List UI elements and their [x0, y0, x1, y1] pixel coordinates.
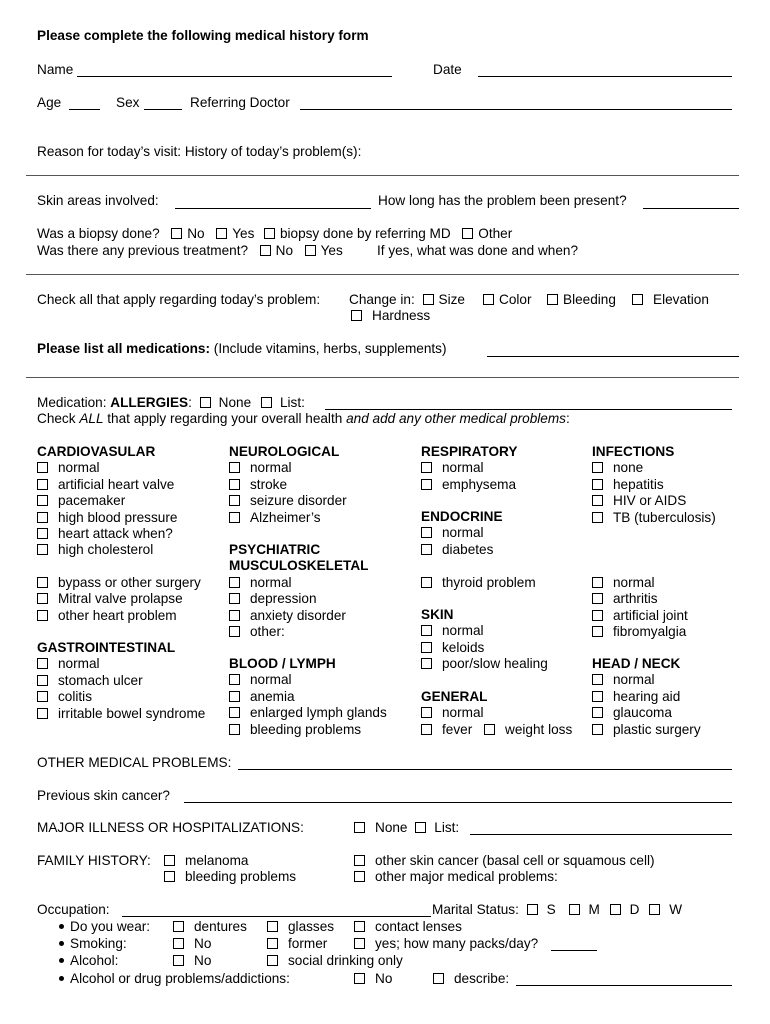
section-title: SKIN — [421, 607, 454, 622]
checklist-checkbox[interactable] — [37, 577, 48, 588]
checklist-label: HIV or AIDS — [613, 493, 687, 509]
describe-option: describe: — [433, 971, 509, 987]
section-title: GASTROINTESTINAL — [37, 640, 176, 655]
weight-loss-label: weight loss — [505, 722, 573, 737]
date-label: Date — [433, 62, 462, 77]
checklist-item — [592, 477, 664, 493]
describe-checkbox[interactable] — [433, 973, 444, 984]
checklist-item — [37, 673, 143, 689]
checklist-label: glaucoma — [613, 705, 672, 721]
form-title: Please complete the following medical history form — [37, 28, 369, 43]
medications-label-note: (Include vitamins, herbs, supplements) — [210, 341, 447, 356]
checklist-checkbox[interactable] — [37, 495, 48, 506]
checklist-checkbox[interactable] — [229, 674, 240, 685]
addiction-no-checkbox[interactable] — [354, 973, 365, 984]
checklist-label: irritable bowel syndrome — [58, 705, 206, 721]
major-illness-list-checkbox[interactable] — [415, 822, 426, 833]
checklist-checkbox[interactable] — [592, 462, 603, 473]
checklist-label: normal — [58, 656, 100, 672]
major-illness-none-checkbox[interactable] — [354, 822, 365, 833]
checklist-checkbox[interactable] — [37, 675, 48, 686]
checklist-label: Alzheimer’s — [250, 509, 321, 525]
marital-s-label: S — [546, 902, 556, 917]
biopsy-no-checkbox[interactable] — [171, 228, 182, 239]
checklist-item — [229, 575, 292, 591]
checklist-checkbox[interactable] — [592, 691, 603, 702]
checklist-label: normal — [442, 705, 484, 721]
checklist-item — [229, 608, 346, 624]
checklist-item — [229, 493, 347, 509]
checklist-label: arthritis — [613, 591, 658, 607]
other-medical-label: OTHER MEDICAL PROBLEMS: — [37, 755, 232, 770]
hardness-option — [351, 308, 430, 324]
medication-label: Medication: — [37, 395, 107, 410]
section-title: MUSCULOSKELETAL — [229, 558, 369, 574]
age-field[interactable] — [69, 109, 100, 110]
checklist-item — [229, 672, 292, 688]
checklist-label: diabetes — [442, 541, 494, 557]
contact-lenses-option: contact lenses — [354, 919, 462, 935]
checklist-label: plastic surgery — [613, 721, 701, 737]
bullet-icon — [59, 958, 64, 963]
section-title: CARDIOVASULAR — [37, 444, 156, 459]
marital-s-checkbox[interactable] — [527, 904, 538, 915]
checklist-item — [421, 477, 516, 493]
color-checkbox[interactable] — [483, 294, 494, 305]
dentures-checkbox[interactable] — [173, 921, 184, 932]
checklist-checkbox[interactable] — [37, 544, 48, 555]
smoking-former-checkbox[interactable] — [267, 938, 278, 949]
checklist-label: normal — [613, 672, 655, 688]
check-overall-label: Check ALL that apply regarding your overall health and add any other medical problems: — [37, 411, 570, 426]
checklist-label: other: — [250, 624, 285, 639]
social-drinking-checkbox[interactable] — [267, 955, 278, 966]
other-major-label: other major medical problems: — [375, 869, 558, 884]
medications-label-bold: Please list all medications: — [37, 341, 211, 356]
bleeding-checkbox[interactable] — [547, 294, 558, 305]
checklist-checkbox[interactable] — [421, 527, 432, 538]
bleeding-option — [547, 292, 616, 308]
checklist-label: heart attack when? — [58, 526, 173, 541]
checklist-label: normal — [250, 574, 292, 590]
checklist-label: stroke — [250, 476, 288, 492]
color-option — [483, 292, 531, 308]
checklist-item — [592, 705, 672, 721]
checklist-item — [421, 623, 484, 639]
name-label: Name — [37, 62, 74, 77]
checklist-checkbox[interactable] — [592, 610, 603, 621]
smoking-yes-checkbox[interactable] — [354, 938, 365, 949]
checklist-label: fibromyalgia — [613, 624, 687, 640]
checklist-item — [37, 460, 100, 476]
medications-field[interactable] — [487, 356, 739, 357]
checklist-label: enlarged lymph glands — [250, 705, 387, 721]
checklist-checkbox[interactable] — [592, 626, 603, 637]
checklist-item — [421, 656, 548, 672]
alcohol-label: Alcohol: — [59, 953, 118, 969]
checklist-checkbox[interactable] — [421, 577, 432, 588]
alcohol-no-option: No — [173, 953, 211, 969]
allergies-row: Medication: ALLERGIES: None List: — [37, 395, 305, 410]
smoking-yes-option: yes; how many packs/day? — [354, 936, 538, 952]
checklist-label: poor/slow healing — [442, 656, 548, 672]
checklist-checkbox[interactable] — [37, 593, 48, 604]
section-title: BLOOD / LYMPH — [229, 656, 336, 671]
hardness-checkbox[interactable] — [351, 310, 362, 321]
allergies-none-label: None — [218, 395, 252, 410]
glasses-option: glasses — [267, 919, 334, 935]
checklist-label: TB (tuberculosis) — [613, 509, 716, 525]
checklist-label: bypass or other surgery — [58, 575, 201, 590]
major-illness-options — [354, 820, 459, 836]
checklist-item — [229, 510, 321, 526]
checklist-checkbox[interactable] — [37, 610, 48, 621]
checklist-label: artificial joint — [613, 607, 688, 623]
other-skin-cancer-option — [354, 853, 655, 869]
checklist-label: normal — [613, 575, 655, 590]
section-title: ENDOCRINE — [421, 509, 503, 524]
checklist-checkbox[interactable] — [37, 512, 48, 523]
treatment-yes-checkbox[interactable] — [305, 245, 316, 256]
checklist-label: none — [613, 460, 644, 476]
biopsy-yes-checkbox[interactable] — [216, 228, 227, 239]
marital-w-label: W — [669, 902, 683, 917]
treatment-row — [37, 243, 343, 259]
family-bleeding-option — [164, 869, 296, 885]
checklist-checkbox[interactable] — [37, 691, 48, 702]
checklist-checkbox[interactable] — [229, 462, 240, 473]
marital-label: Marital Status: — [432, 902, 519, 917]
checklist-item — [592, 608, 688, 624]
checklist-checkbox[interactable] — [229, 495, 240, 506]
occupation-label: Occupation: — [37, 902, 110, 917]
how-long-field[interactable] — [643, 208, 739, 209]
marital-row — [432, 902, 682, 918]
biopsy-referring-label: biopsy done by referring MD — [279, 226, 451, 241]
checklist-label: fever — [442, 721, 473, 737]
section-title: PSYCHIATRIC — [229, 542, 321, 557]
prev-skin-cancer-label: Previous skin cancer? — [37, 788, 170, 803]
checklist-item — [37, 510, 177, 526]
checklist-item — [421, 705, 484, 721]
checklist-item — [592, 624, 686, 640]
family-bleeding-label: bleeding problems — [185, 869, 297, 884]
date-field[interactable] — [478, 76, 732, 77]
treatment-question: Was there any previous treatment? — [37, 243, 249, 258]
checklist-item — [421, 575, 536, 591]
allergies-label: ALLERGIES — [110, 395, 189, 410]
color-label: Color — [499, 292, 532, 307]
divider — [26, 175, 739, 176]
checklist-checkbox[interactable] — [229, 707, 240, 718]
checklist-label: hearing aid — [613, 688, 681, 704]
divider — [26, 377, 739, 378]
checklist-checkbox[interactable] — [37, 462, 48, 473]
checklist-label: normal — [442, 525, 484, 541]
other-major-checkbox[interactable] — [354, 871, 365, 882]
checklist-checkbox[interactable] — [229, 626, 240, 637]
checklist-checkbox[interactable] — [421, 625, 432, 636]
checklist-item — [592, 510, 716, 526]
checklist-checkbox[interactable] — [421, 707, 432, 718]
major-illness-field[interactable] — [470, 834, 732, 835]
weight-loss-option — [484, 722, 572, 738]
checklist-item — [592, 722, 701, 738]
checklist-item — [37, 656, 100, 672]
smoking-no-checkbox[interactable] — [173, 938, 184, 949]
checklist-item — [421, 460, 484, 476]
checklist-item — [592, 460, 643, 476]
size-checkbox[interactable] — [423, 294, 434, 305]
checklist-checkbox[interactable] — [421, 642, 432, 653]
section-title: NEUROLOGICAL — [229, 444, 340, 459]
prev-skin-cancer-field[interactable] — [184, 802, 732, 803]
wear-label: Do you wear: — [59, 919, 150, 935]
major-illness-label: MAJOR ILLNESS OR HOSPITALIZATIONS: — [37, 820, 304, 835]
checklist-item — [229, 460, 292, 476]
bleeding-label: Bleeding — [563, 292, 616, 307]
describe-field[interactable] — [516, 985, 732, 986]
biopsy-no-label: No — [187, 226, 205, 241]
checklist-checkbox[interactable] — [37, 528, 48, 539]
checklist-label: anemia — [250, 688, 295, 704]
social-drinking-option: social drinking only — [267, 953, 403, 969]
packs-field[interactable] — [551, 950, 597, 951]
referring-doctor-label: Referring Doctor — [190, 95, 290, 110]
alcohol-drug-label: Alcohol or drug problems/addictions: — [59, 971, 290, 987]
allergies-list-field[interactable] — [325, 409, 732, 410]
checklist-label: anxiety disorder — [250, 607, 346, 623]
checklist-checkbox[interactable] — [421, 658, 432, 669]
checklist-item — [592, 575, 655, 591]
biopsy-yes-label: Yes — [232, 226, 255, 241]
divider — [26, 274, 739, 275]
allergies-list-label: List: — [279, 395, 305, 410]
melanoma-checkbox[interactable] — [164, 855, 175, 866]
checklist-item — [592, 672, 655, 688]
checklist-label: normal — [442, 460, 484, 476]
checklist-label: other heart problem — [58, 607, 177, 623]
change-in-row — [349, 292, 465, 308]
checklist-checkbox[interactable] — [229, 512, 240, 523]
checklist-checkbox[interactable] — [37, 658, 48, 669]
checklist-checkbox[interactable] — [592, 593, 603, 604]
marital-d-label: D — [629, 902, 640, 917]
checklist-label: thyroid problem — [442, 575, 536, 590]
checklist-checkbox[interactable] — [592, 724, 603, 735]
checklist-item — [229, 477, 287, 493]
name-field[interactable] — [77, 76, 392, 77]
biopsy-referring-checkbox[interactable] — [264, 228, 275, 239]
section-title: GENERAL — [421, 689, 488, 704]
dentures-option: dentures — [173, 919, 247, 935]
checklist-item — [229, 591, 317, 607]
checklist-checkbox[interactable] — [37, 479, 48, 490]
checklist-label: normal — [250, 672, 292, 688]
checklist-item — [37, 575, 201, 591]
size-label: Size — [438, 292, 465, 307]
checklist-checkbox[interactable] — [229, 691, 240, 702]
treatment-no-checkbox[interactable] — [260, 245, 271, 256]
checklist-item — [592, 689, 680, 705]
checklist-label: colitis — [58, 689, 92, 705]
checklist-label: hepatitis — [613, 476, 664, 492]
checklist-item — [37, 689, 92, 705]
checklist-item — [421, 722, 472, 738]
other-major-option — [354, 869, 558, 885]
checklist-item — [37, 493, 125, 509]
other-medical-field[interactable] — [238, 769, 732, 770]
treatment-no-label: No — [275, 243, 294, 258]
other-skin-cancer-label: other skin cancer (basal cell or squamous cell) — [375, 853, 655, 868]
checklist-label: bleeding problems — [250, 721, 362, 737]
checklist-checkbox[interactable] — [592, 577, 603, 588]
checklist-label: high cholesterol — [58, 542, 154, 558]
elevation-label: Elevation — [653, 292, 709, 307]
how-long-label: How long has the problem been present? — [378, 193, 627, 208]
checklist-item — [592, 493, 686, 509]
checklist-label: keloids — [442, 639, 485, 655]
checklist-checkbox[interactable] — [229, 593, 240, 604]
checklist-checkbox[interactable] — [592, 512, 603, 523]
checklist-label: stomach ulcer — [58, 672, 143, 688]
melanoma-label: melanoma — [185, 853, 249, 868]
treatment-yes-label: Yes — [320, 243, 343, 258]
checklist-label: Mitral valve prolapse — [58, 591, 183, 607]
checklist-item — [37, 591, 183, 607]
checklist-checkbox[interactable] — [229, 479, 240, 490]
melanoma-option — [164, 853, 248, 869]
checklist-label: normal — [442, 623, 484, 639]
hardness-label: Hardness — [372, 308, 431, 323]
elevation-checkbox[interactable] — [632, 294, 643, 305]
checklist-item — [37, 526, 173, 542]
family-bleeding-checkbox[interactable] — [164, 871, 175, 882]
glasses-checkbox[interactable] — [267, 921, 278, 932]
checklist-item — [37, 608, 177, 624]
section-title: HEAD / NECK — [592, 656, 681, 671]
marital-d-checkbox[interactable] — [610, 904, 621, 915]
if-yes-label: If yes, what was done and when? — [377, 243, 579, 258]
checklist-item — [229, 689, 295, 705]
elevation-option — [632, 292, 709, 308]
checklist-checkbox[interactable] — [229, 577, 240, 588]
checklist-item — [37, 477, 174, 493]
marital-m-label: M — [588, 902, 600, 917]
checklist-item — [37, 706, 205, 722]
bullet-icon — [59, 924, 64, 929]
checklist-item — [37, 542, 153, 558]
checklist-label: emphysema — [442, 476, 517, 492]
sex-field[interactable] — [144, 109, 182, 110]
marital-w-checkbox[interactable] — [649, 904, 660, 915]
checklist-label: normal — [250, 460, 292, 476]
reason-label: Reason for today’s visit: History of today’s problem(s): — [37, 144, 362, 159]
checklist-checkbox[interactable] — [37, 708, 48, 719]
checklist-item — [229, 722, 361, 738]
change-in-label: Change in: — [349, 292, 415, 307]
checklist-label: depression — [250, 591, 317, 607]
major-illness-none-label: None — [375, 820, 408, 835]
checklist-label: seizure disorder — [250, 493, 347, 509]
checklist-label: artificial heart valve — [58, 476, 175, 492]
smoking-no-option: No — [173, 936, 211, 952]
skin-areas-label: Skin areas involved: — [37, 193, 159, 208]
biopsy-row — [37, 226, 512, 242]
biopsy-question: Was a biopsy done? — [37, 226, 160, 241]
weight-loss-checkbox[interactable] — [484, 724, 495, 735]
bullet-icon — [59, 941, 64, 946]
checklist-checkbox[interactable] — [421, 544, 432, 555]
checklist-checkbox[interactable] — [592, 495, 603, 506]
skin-areas-field[interactable] — [175, 208, 371, 209]
checklist-checkbox[interactable] — [592, 479, 603, 490]
checklist-item — [229, 705, 387, 721]
checklist-label: normal — [58, 460, 100, 476]
checklist-item — [421, 640, 484, 656]
check-problem-label: Check all that apply regarding today’s problem: — [37, 292, 321, 307]
checklist-checkbox[interactable] — [592, 707, 603, 718]
other-skin-cancer-checkbox[interactable] — [354, 855, 365, 866]
allergies-none-checkbox[interactable] — [200, 397, 211, 408]
checklist-checkbox[interactable] — [229, 724, 240, 735]
occupation-field[interactable] — [122, 916, 431, 917]
checklist-checkbox[interactable] — [421, 724, 432, 735]
marital-m-checkbox[interactable] — [569, 904, 580, 915]
sex-label: Sex — [116, 95, 140, 110]
smoking-label: Smoking: — [59, 936, 127, 952]
checklist-checkbox[interactable] — [229, 610, 240, 621]
checklist-item — [421, 542, 493, 558]
smoking-former-option: former — [267, 936, 327, 952]
checklist-checkbox[interactable] — [421, 479, 432, 490]
checklist-label: high blood pressure — [58, 509, 178, 525]
bullet-icon — [59, 976, 64, 981]
addiction-no-option: No — [354, 971, 392, 987]
referring-doctor-field[interactable] — [300, 109, 732, 110]
checklist-checkbox[interactable] — [421, 462, 432, 473]
checklist-label: pacemaker — [58, 493, 126, 509]
medications-label — [37, 341, 447, 357]
allergies-list-checkbox[interactable] — [261, 397, 272, 408]
biopsy-other-label: Other — [478, 226, 513, 241]
checklist-checkbox[interactable] — [592, 674, 603, 685]
alcohol-no-checkbox[interactable] — [173, 955, 184, 966]
checklist-item — [229, 624, 285, 640]
biopsy-other-checkbox[interactable] — [462, 228, 473, 239]
section-title: RESPIRATORY — [421, 444, 518, 459]
major-illness-list-label: List: — [434, 820, 460, 835]
section-title: INFECTIONS — [592, 444, 675, 459]
contact-lenses-checkbox[interactable] — [354, 921, 365, 932]
family-history-label: FAMILY HISTORY: — [37, 853, 151, 868]
checklist-item — [421, 525, 484, 541]
checklist-item — [592, 591, 658, 607]
age-label: Age — [37, 95, 62, 110]
